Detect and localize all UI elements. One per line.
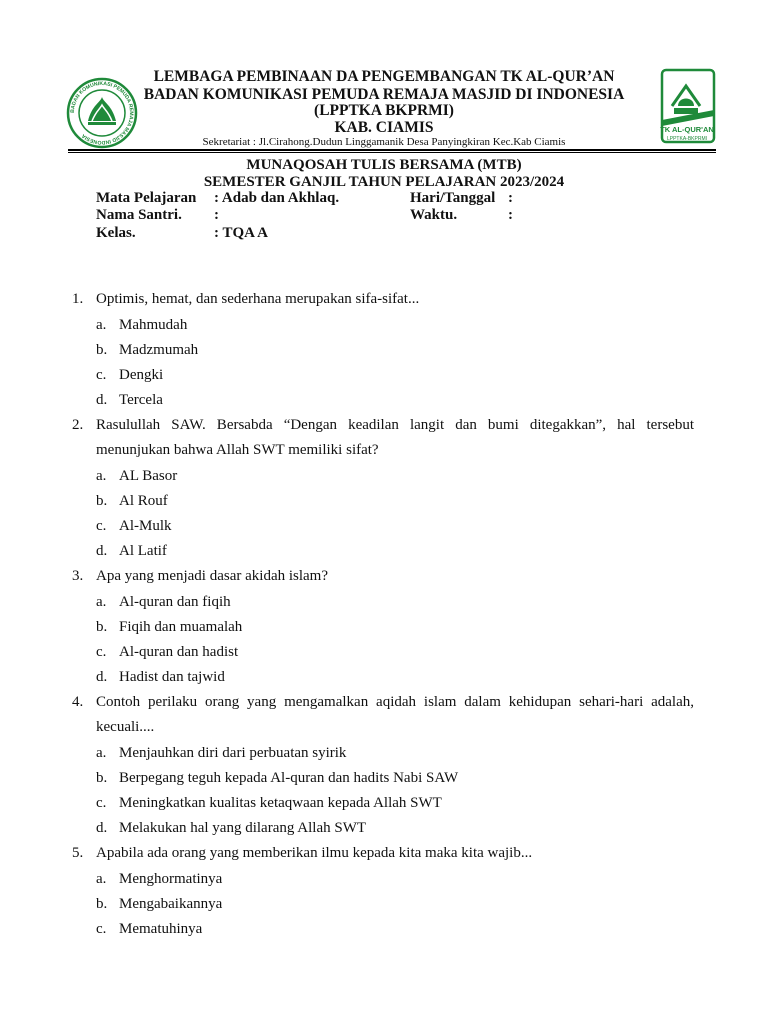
- mapel-value: : Adab dan Akhlaq.: [214, 190, 340, 206]
- question-text: Rasulullah SAW. Bersabda “Dengan keadilan langit dan bumi ditegakkan”, hal tersebut menunjukan bahwa Allah SWT memiliki sifat?: [96, 417, 694, 458]
- question-1: [72, 287, 694, 312]
- exam-title: MUNAQOSAH TULIS BERSAMA (MTB): [246, 157, 522, 173]
- logo-left-ring-text: BADAN KOMUNIKASI PEMUDA REMAJA MASJID INDONESIA: [69, 80, 135, 146]
- letterhead-rule-thick: [68, 149, 716, 151]
- question-text: Optimis, hemat, dan sederhana merupakan sifa-sifat...: [96, 291, 420, 307]
- option: c. Al-quran dan hadist: [96, 644, 239, 660]
- question-text: Apa yang menjadi dasar akidah islam?: [96, 568, 329, 584]
- option: b. Berpegang teguh kepada Al-quran dan hadits Nabi SAW: [96, 770, 459, 786]
- letterhead-line-4: KAB. CIAMIS: [334, 119, 434, 136]
- option: c. Meningkatkan kualitas ketaqwaan kepada Allah SWT: [96, 795, 442, 811]
- letterhead-rule-thin: [68, 152, 716, 153]
- nama-label: Nama Santri.: [96, 207, 182, 223]
- question-number: 3.: [72, 568, 84, 584]
- question-5: [72, 841, 694, 866]
- letterhead-line-2: BADAN KOMUNIKASI PEMUDA REMAJA MASJID DI INDONESIA: [143, 86, 625, 103]
- option: b. Fiqih dan muamalah: [96, 619, 243, 635]
- question-3: [72, 564, 694, 589]
- option: c. Mematuhinya: [96, 921, 203, 937]
- nama-value: :: [214, 207, 219, 223]
- option: d. Melakukan hal yang dilarang Allah SWT: [96, 820, 367, 836]
- exam-semester: SEMESTER GANJIL TAHUN PELAJARAN 2023/2024: [203, 174, 565, 190]
- option: d. Tercela: [96, 392, 163, 408]
- question-number: 5.: [72, 845, 84, 861]
- secretariat-address: Sekretariat : Jl.Cirahong.Dudun Linggamanik Desa Panyingkiran Kec.Kab Ciamis: [202, 136, 566, 148]
- hari-value: :: [508, 190, 513, 206]
- hari-label: Hari/Tanggal: [410, 190, 496, 206]
- option: c. Al-Mulk: [96, 518, 172, 534]
- mapel-label: Mata Pelajaran: [96, 190, 197, 206]
- option: a. AL Basor: [96, 468, 178, 484]
- option: a. Al-quran dan fiqih: [96, 594, 231, 610]
- question-number: 2.: [72, 417, 84, 433]
- option: b. Al Rouf: [96, 493, 168, 509]
- option: a. Menghormatinya: [96, 871, 223, 887]
- option: d. Al Latif: [96, 543, 167, 559]
- question-4: [72, 690, 694, 740]
- option: a. Menjauhkan diri dari perbuatan syirik: [96, 745, 347, 761]
- letterhead-line-3: (LPPTKA BKPRMI): [314, 102, 454, 119]
- question-text: Contoh perilaku orang yang mengamalkan aqidah islam dalam kehidupan sehari-hari adalah, kecuali....: [96, 694, 694, 735]
- option: b. Mengabaikannya: [96, 896, 223, 912]
- logo-right-title: TK AL-QUR'AN: [660, 125, 714, 134]
- question-number: 1.: [72, 291, 84, 307]
- question-text: Apabila ada orang yang memberikan ilmu kepada kita maka kita wajib...: [96, 845, 533, 861]
- option: c. Dengki: [96, 367, 164, 383]
- letterhead-line-1: LEMBAGA PEMBINAAN DA PENGEMBANGAN TK AL-QUR’AN: [153, 68, 615, 85]
- option: d. Hadist dan tajwid: [96, 669, 225, 685]
- option: b. Madzmumah: [96, 342, 199, 358]
- waktu-value: :: [508, 207, 513, 223]
- option: a. Mahmudah: [96, 317, 188, 333]
- waktu-label: Waktu.: [410, 207, 458, 223]
- kelas-value: : TQA A: [214, 225, 268, 241]
- question-2: [72, 413, 694, 463]
- question-number: 4.: [72, 694, 84, 710]
- logo-right-subtitle: LPPTKA-BKPRMI: [666, 136, 708, 142]
- kelas-label: Kelas.: [96, 225, 136, 241]
